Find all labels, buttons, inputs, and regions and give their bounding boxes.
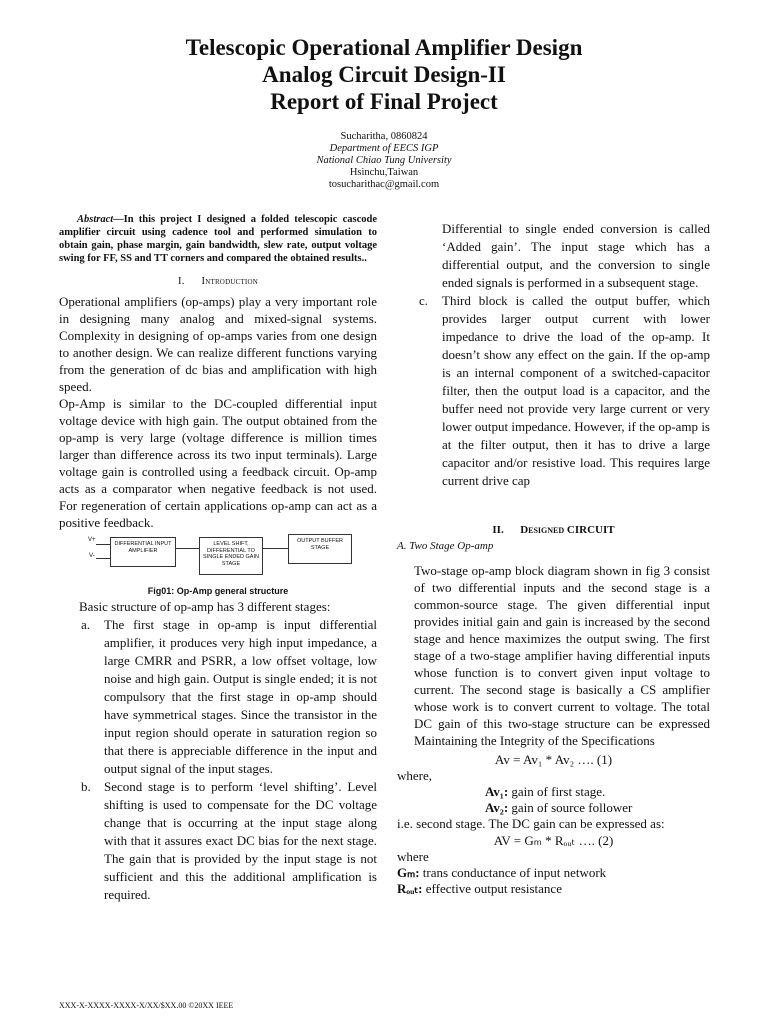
def-label: Av₂:: [485, 800, 509, 815]
section-heading-introduction: [59, 276, 377, 287]
level-shift-block: LEVEL SHIFT, DIFFERENTIAL TO SINGLE ENDED GAIN STAGE: [199, 537, 263, 575]
equation-2: AV = Gₘ * Rₒᵤₜ …. (2): [493, 833, 614, 848]
two-stage-paragraph: Two-stage op-amp block diagram shown in fig 3 consist of two differential inputs and the second stage is a common-source stage. The given differential input provides initial gain and gain is increased by the second stage and hence maximizes the output swing. The first stage of a two-stage amplifier having differential inputs whose function is to convert given input voltage to current. The second stage is basically a CS amplifier whose work is to convert current to voltage. The total DC gain of this two-stage structure can be expressed Maintaining the Integrity of the Specifications: [414, 563, 710, 748]
input-line-plus: [96, 544, 110, 545]
definition-gm: [397, 865, 710, 881]
def-text: effective output resistance: [422, 881, 562, 896]
definition-rout: [397, 881, 710, 897]
title-line-3: Report of Final Project: [270, 89, 498, 114]
where-2: where: [397, 849, 429, 864]
title-line-2: Analog Circuit Design-II: [262, 62, 506, 87]
vplus-label: V+: [88, 537, 96, 543]
opamp-structure-figure: [59, 534, 377, 584]
list-item: [59, 616, 377, 778]
list-text: The first stage in op-amp is input differential amplifier, it produces very high input impedance, a large CMRR and PSRR, a low offset voltage, low noise and high gain. Output is single ended; it is not compulsory that the first stage in op-amp should have symmetrical stages. Since the transistor in the input region should operate in saturation region so that there is appreciable difference in the input and output signal of the input stages.: [104, 616, 377, 776]
intro-paragraph-1: Operational amplifiers (op-amps) play a very important role in designing many analog and mixed-signal systems. Complexity in designing of op-amps varies from one design to another design. We can realize different functions varying from the generation of dc bias and amplification with high speed.: [59, 294, 377, 394]
list-text: Second stage is to perform ‘level shifting’. Level shifting is used to compensate for the DC voltage change that is occurring at the input stage along with that it assures exact DC bias for the next stage. The gain that is provided by the input stage is not sufficient and this the additional amplification is required.: [104, 778, 377, 902]
def-label: Rₒᵤₜ:: [397, 881, 423, 896]
list-text: Differential to single ended conversion is called ‘Added gain’. The input stage which has a differential output, and the conversion to single ended signals is performed in a subsequent stage.: [442, 221, 710, 290]
list-text: Third block is called the output buffer, which provides larger output current with lower impedance to drive the load of the op-amp. It doesn’t show any effect on the gain. If the op-amp is an internal component of a switched-capacitor filter, then the output load is a capacitor, and the buffer need not provide very large current or very lower output impedance. However, if the op-amp is at the filter output, then it has to drive a large capacitor and/or resistive load. This requires large current drive cap: [442, 293, 710, 488]
figure-caption: Fig01: Op-Amp general structure: [147, 586, 289, 596]
def-text: gain of first stage.: [508, 784, 606, 799]
author-city: Hsinchu,Taiwan: [349, 167, 419, 178]
intro-paragraph-2: Op-Amp is similar to the DC-coupled differential input voltage device with high gain. The output obtained from the op-amp is very large (voltage difference is million times larger than difference across its two input terminals). Large voltage gain is controlled using a feedback circuit. Op-amp acts as a comparator when negative feedback is not used. For regeneration of certain applications op-amp can act as a positive feedback.: [59, 396, 377, 530]
right-column: [397, 220, 710, 897]
section-number: II.: [492, 524, 504, 536]
abstract-label: Abstract: [77, 214, 114, 225]
section-title: Introduction: [201, 276, 258, 287]
abstract: Abstract—In this project I designed a folded telescopic cascode amplifier circuit using cadence tool and performed simulation to obtain gain, phase margin, gain bandwidth, slew rate, output voltage swing for FF, SS and TT corners and compared the obtained results..: [59, 214, 377, 264]
list-item: [59, 778, 377, 904]
author-university: National Chiao Tung University: [316, 155, 452, 166]
definition-av2: [397, 800, 710, 816]
list-marker: b.: [81, 778, 91, 794]
connector-1: [175, 548, 199, 549]
left-column: [59, 213, 377, 904]
def-label: Av₁:: [485, 784, 509, 799]
subsection-heading: A. Two Stage Op-amp: [397, 540, 494, 552]
def-text: trans conductance of input network: [419, 865, 607, 880]
section-number: I.: [178, 276, 185, 287]
copyright-footer: XXX-X-XXXX-XXXX-X/XX/$XX.00 ©20XX IEEE: [59, 1001, 234, 1010]
list-marker: c.: [419, 293, 429, 308]
paper-title: [0, 34, 768, 115]
author-name: Sucharitha, 0860824: [340, 131, 428, 142]
author-block: [0, 131, 768, 191]
output-buffer-block: OUTPUT BUFFER STAGE: [288, 534, 352, 564]
input-line-minus: [96, 558, 110, 559]
continued-list: [397, 220, 710, 490]
connector-2: [262, 548, 288, 549]
list-item-continued: [397, 220, 710, 292]
stages-lead: Basic structure of op-amp has 3 different stages:: [79, 599, 331, 614]
abstract-text: In this project I designed a folded telescopic cascode amplifier circuit using cadence tool and performed simulation to obtain gain, phase margin, gain bandwidth, slew rate, output voltage swing for FF, SS and TT corners and compared the obtained results..: [59, 214, 377, 264]
def-label: Gₘ:: [397, 865, 420, 880]
def-text: gain of source follower: [508, 800, 633, 815]
list-marker: a.: [81, 616, 91, 632]
ie-line: i.e. second stage. The DC gain can be expressed as:: [397, 816, 665, 831]
vminus-label: V-: [89, 553, 95, 559]
stages-list: [59, 616, 377, 904]
definition-av1: [397, 784, 710, 800]
title-line-1: Telescopic Operational Amplifier Design: [185, 35, 583, 60]
where-1: where,: [397, 768, 433, 783]
author-email: tosucharithac@gmail.com: [328, 179, 440, 190]
differential-input-block: DIFFERENTIAL INPUT AMPLIFIER: [110, 537, 176, 567]
equation-1: Av = Av₁ * Av₂ …. (1): [494, 752, 613, 767]
section-title: Designed CIRCUIT: [520, 524, 615, 536]
author-department: Department of EECS IGP: [329, 143, 439, 154]
section-heading-designed-circuit: [397, 524, 710, 536]
list-item: [397, 292, 710, 490]
